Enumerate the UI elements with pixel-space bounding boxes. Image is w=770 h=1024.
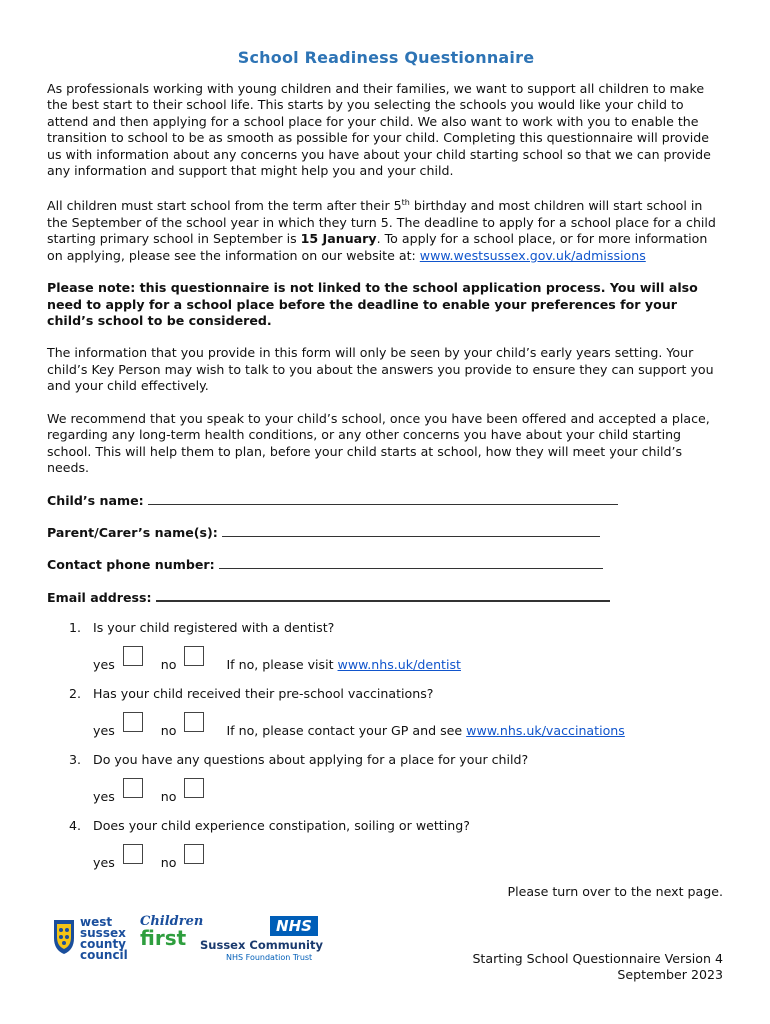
p2-text-a: All children must start school from the term after their 5 (47, 198, 402, 214)
logo-line: west (80, 915, 113, 929)
contact-fields (47, 492, 725, 604)
child-name-field[interactable] (47, 492, 725, 508)
child-name-label: Child’s name: (47, 493, 144, 509)
email-field[interactable] (47, 588, 725, 604)
question-number: 2. (69, 686, 82, 702)
children-first-logo (140, 914, 204, 950)
yes-checkbox[interactable] (123, 646, 143, 666)
phone-field[interactable] (47, 556, 725, 572)
document-page (47, 48, 725, 884)
yes-label: yes (93, 855, 115, 871)
question-number: 1. (69, 620, 82, 636)
yes-label: yes (93, 789, 115, 805)
question-3 (69, 752, 725, 804)
yes-label: yes (93, 723, 115, 739)
note-text: If no, please visit (226, 657, 338, 673)
phone-label: Contact phone number: (47, 557, 215, 573)
yes-checkbox[interactable] (123, 712, 143, 732)
parent-name-field[interactable] (47, 524, 725, 540)
question-number: 4. (69, 818, 82, 834)
question-text: Is your child registered with a dentist? (93, 620, 335, 636)
admissions-link[interactable]: www.westsussex.gov.uk/admissions (419, 247, 646, 263)
intro-paragraph-4: The information that you provide in this form will only be seen by your child’s early years setting. Your child’s Key Person may wish to talk to you about the answers you provide to ensure they can support you and your child effectively. (47, 345, 714, 394)
no-label: no (160, 789, 177, 805)
parent-name-line[interactable] (222, 524, 600, 537)
no-checkbox[interactable] (184, 778, 204, 798)
vaccinations-link[interactable]: www.nhs.uk/vaccinations (466, 723, 625, 739)
email-line[interactable] (156, 588, 610, 602)
version-date: September 2023 (617, 967, 723, 982)
question-2 (69, 686, 725, 738)
question-4 (69, 818, 725, 870)
page-title: School Readiness Questionnaire (237, 48, 535, 67)
children-first-top: Children (140, 914, 204, 929)
version-text: Starting School Questionnaire Version 4 (472, 951, 723, 966)
no-label: no (160, 723, 177, 739)
child-name-line[interactable] (148, 492, 618, 505)
no-checkbox[interactable] (184, 646, 204, 666)
dentist-link[interactable]: www.nhs.uk/dentist (337, 657, 461, 673)
intro-paragraph-1: As professionals working with young children and their families, we want to support all children to make the best start to their school life. This starts by you selecting the schools you would like your child to attend and then applying for a school place for your child. We also want to work with you to enable the transition to school to be as smooth as possible for your child. Completing this questionnaire will provide us with information about any concerns you have about your child starting school so that we can provide any information and support that might help you and your child. (47, 81, 711, 179)
p2-text-c: . To apply for a school place, or for more information on applying, please see the information on our website at: (47, 231, 708, 263)
answer-note (226, 657, 461, 672)
intro-paragraph-2 (47, 195, 725, 264)
logo-line: sussex (80, 926, 126, 940)
yes-label: yes (93, 657, 115, 673)
note-paragraph: Please note: this questionnaire is not linked to the school application process. You will also need to apply for a school place before the deadline to enable your preferences for your child’s school to be considered. (47, 280, 698, 329)
question-text: Does your child experience constipation, soiling or wetting? (93, 818, 470, 834)
county-council-logo-text (80, 917, 128, 961)
no-label: no (160, 657, 177, 673)
question-text: Do you have any questions about applying for a place for your child? (93, 752, 529, 768)
p2-superscript: th (401, 198, 410, 208)
p2-text-b: birthday and most children will start school in the September of the school year in which they turn 5. The deadline to apply for a school place for a child starting primary school in September is (47, 198, 716, 247)
question-text: Has your child received their pre-school vaccinations? (93, 686, 434, 702)
no-label: no (160, 855, 177, 871)
yes-checkbox[interactable] (123, 778, 143, 798)
document-footer (472, 951, 723, 983)
note-text: If no, please contact your GP and see (226, 723, 467, 739)
phone-line[interactable] (219, 556, 603, 569)
answer-note (226, 723, 624, 738)
no-checkbox[interactable] (184, 844, 204, 864)
yes-checkbox[interactable] (123, 844, 143, 864)
question-1 (69, 620, 725, 672)
nhs-org-name: Sussex Community (200, 938, 323, 952)
logo-line: county (80, 937, 127, 951)
logo-line: council (80, 948, 128, 962)
no-checkbox[interactable] (184, 712, 204, 732)
nhs-logo: NHS (270, 916, 318, 936)
turn-over-note: Please turn over to the next page. (507, 884, 723, 899)
deadline-date: 15 January (300, 231, 377, 247)
children-first-bottom: first (140, 926, 187, 950)
question-number: 3. (69, 752, 82, 768)
nhs-trust-name: NHS Foundation Trust (226, 953, 313, 962)
county-shield-icon (52, 916, 76, 956)
intro-paragraph-5: We recommend that you speak to your child’s school, once you have been offered and accepted a place, regarding any long-term health conditions, or any other concerns you have about your child starting school. This will help them to plan, before your child starts at school, how they will meet your child’s needs. (47, 410, 710, 475)
email-label: Email address: (47, 590, 152, 606)
logo-strip (52, 912, 322, 972)
parent-name-label: Parent/Carer’s name(s): (47, 525, 218, 541)
